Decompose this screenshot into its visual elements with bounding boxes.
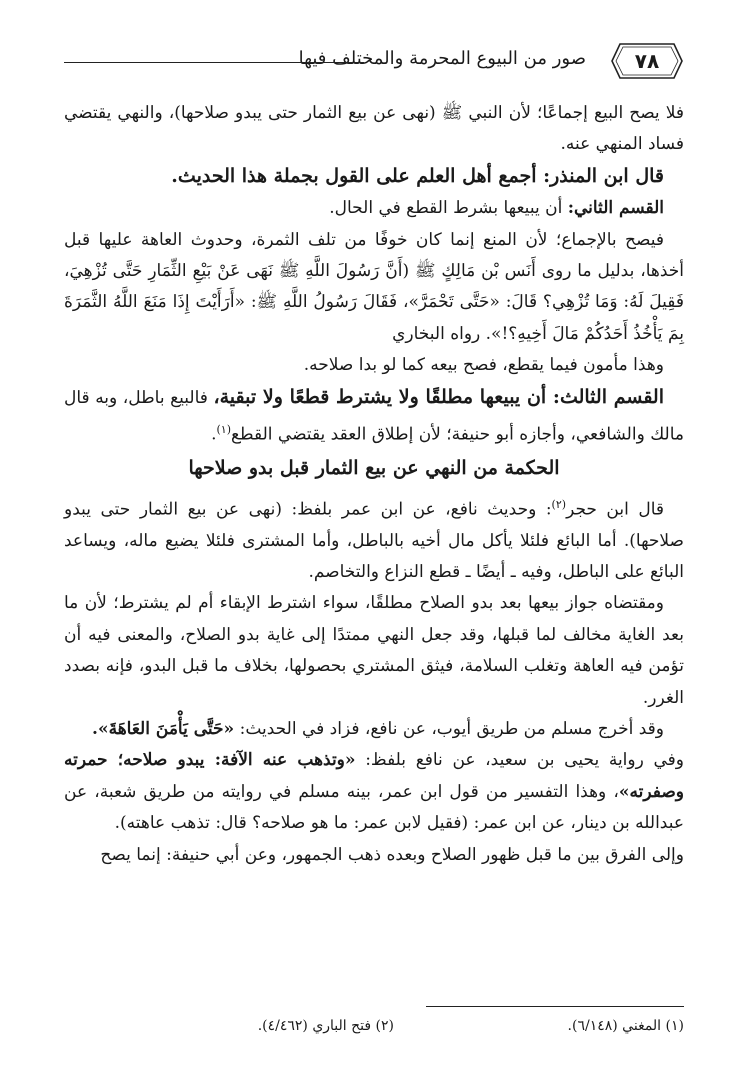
page-number: ٧٨ [634,49,660,73]
footnote-separator [426,1006,684,1007]
page-number-badge [610,42,684,80]
paragraph-5: وهذا مأمون فيما يقطع، فصح بيعه كما لو بدا صلاحه. [303,355,664,376]
paragraph-7 [64,489,684,589]
section-two-text: أن يبيعها بشرط القطع في الحال. [329,198,563,219]
footnote-2: (٢) فتح الباري (٤/٤٦٢). [257,1018,394,1034]
yahya-text: ، وهذا التفسير من قول ابن عمر، بينه مسلم في روايته من طريق شعبة، عن عبدالله بن دينار، عن ابن عمر: (فقيل لابن عمر: ما هو صلاحه؟ قال: تذهب عاهته). [64,781,684,834]
header-rule [64,62,364,63]
main-text [64,98,684,871]
ibn-hajar-text: : وحديث نافع، عن ابن عمر بلفظ: (نهى عن بيع الثمار حتى يبدو صلاحها). أما البائع فلئلا يأكل مال أخيه بالباطل، وأما المشترى فلئلا يضيع ماله، ويساعد البائع على الباطل، وفيه ـ أيضًا ـ قطع النزاع والتخاصم. [64,499,684,582]
paragraph-3 [64,193,684,224]
paragraph-4: فيصح بالإجماع؛ لأن المنع إنما كان خوفًا من تلف الثمرة، وحدوث العاهة عليها قبل أخذها، بدليل ما روى أَنَس بْن مَالِكٍ ﷺ (أَنَّ رَسُولَ اللَّهِ ﷺ نَهَى عَنْ بَيْعِ الثِّمَارِ حَتَّى تُزْهِيَ، فَقِيلَ لَهُ: وَمَا تُزْهِي؟ قَالَ: «حَتَّى تَحْمَرَّ»، فَقَالَ رَسُولُ اللَّهِ ﷺ: «أَرَأَيْتَ إِذَا مَنَعَ اللَّهُ الثَّمَرَةَ بِمَ يَأْخُذُ أَحَدُكُمْ مَالَ أَخِيهِ؟!». رواه البخاري [64,229,684,344]
yahya-intro: وفي رواية يحيى بن سعيد، عن نافع بلفظ: [365,750,684,771]
paragraph-11: وإلى الفرق بين ما قبل ظهور الصلاح وبعده ذهب الجمهور، وعن أبي حنيفة: إنما يصح [100,844,684,865]
ibn-hajar-intro: قال ابن حجر [566,499,664,520]
hadith-quote: «حَتَّى يَأْمَنَ العَاهَةَ». [92,719,235,740]
paragraph-8: ومقتضاه جواز بيعها بعد بدو الصلاح مطلقًا، سواء اشترط الإبقاء أم لم يشترط؛ لأن ما بعد الغاية مخالف لما قبلها، وقد جعل النهي ممتدًا إلى غاية بدو الصلاح، والمعنى فيه أن تؤمن فيه العاهة وتغلب السلامة، فيثق المشتري بحصولها، بخلاف ما قبل البدو، فإنه بصدد الغرر. [64,593,684,708]
section-three-label: القسم الثالث: أن يبيعها مطلقًا ولا يشترط قطعًا ولا تبقية، [213,385,665,408]
muslim-intro: وقد أخرج مسلم من طريق أيوب، عن نافع، فزاد في الحديث: [239,719,664,740]
paragraph-2 [64,161,684,193]
section-three-text: فالبيع باطل، وبه قال مالك والشافعي، وأجازه أبو حنيفة؛ لأن إطلاق العقد يقتضي القطع [64,387,684,445]
footnote-ref-1: (١) [216,423,231,437]
running-title: صور من البيوع المحرمة والمختلف فيها [298,48,586,69]
section-heading: الحكمة من النهي عن بيع الثمار قبل بدو صلاحها [188,457,560,480]
yahya-quote: «وتذهب عنه الآفة: يبدو صلاحه؛ حمرته وصفرته» [64,750,684,802]
paragraph-1: فلا يصح البيع إجماعًا؛ لأن النبي ﷺ (نهى عن بيع الثمار حتى يبدو صلاحها)، والنهي يقتضي فساد المنهي عنه. [64,103,684,155]
section-two-label: القسم الثاني: [567,198,664,219]
page-header [64,40,684,84]
footnote-1: (١) المغني (٦/١٤٨). [567,1018,684,1034]
footnote-ref-2: (٢) [551,497,567,511]
paragraph-6: القسم الثالث: أن يبيعها مطلقًا ولا يشترط قطعًا ولا تبقية، فالبيع باطل، وبه قال مالك والشافعي، وأجازه أبو حنيفة؛ لأن إطلاق العقد يقتضي القطع$^{(١)}$. [64,385,684,445]
ibn-mundhir-quote: قال ابن المنذر: أجمع أهل العلم على القول بجملة هذا الحديث. [171,164,664,187]
paragraph-10 [64,745,684,839]
paragraph-9 [64,714,684,745]
